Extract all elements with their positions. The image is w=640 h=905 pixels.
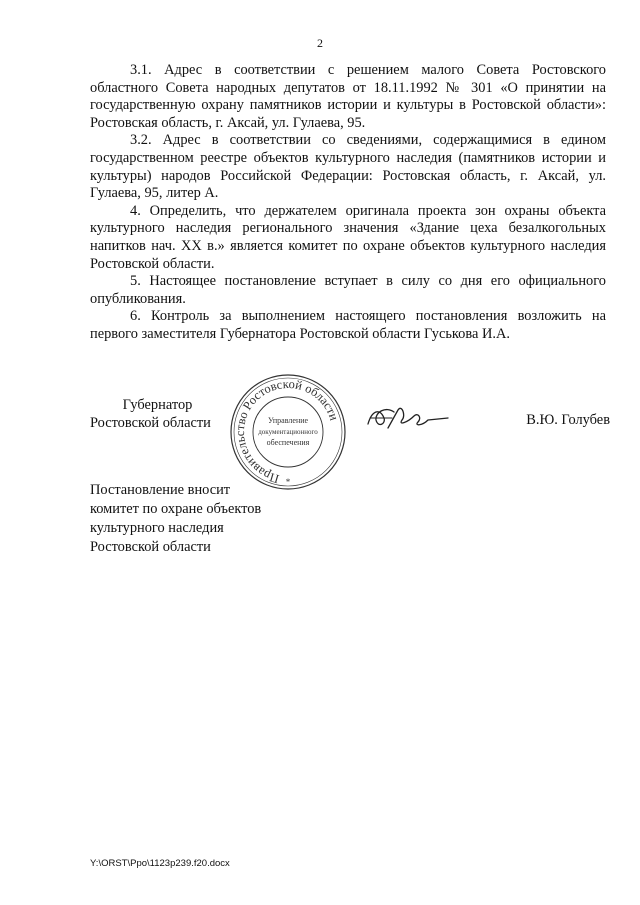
seal-inner-line2: документационного [258, 428, 318, 436]
submitter-line4: Ростовской области [90, 539, 211, 555]
seal-outer-text: Правительство Ростовской области [232, 376, 342, 487]
paragraph-3-2: 3.2. Адрес в соответствии со сведениями, содержащимися в едином государственном реестре объектов культурного наследия (памятников истории и культуры) народов Российской Федерации: Ростовская область, г. Аксай, ул. Гулаева, 95, литер А. [90, 132, 606, 202]
page-number: 2 [317, 36, 323, 50]
submitter-line1: Постановление вносит [90, 482, 231, 498]
signer-name: В.Ю. Голубев [526, 412, 610, 428]
governor-title-line1: Губернатор [122, 397, 193, 413]
file-path-footer: Y:\ORST\Ppo\1123p239.f20.docx [90, 858, 230, 869]
paragraph-5: 5. Настоящее постановление вступает в силу со дня его официального опубликования. [90, 273, 606, 307]
governor-title [90, 396, 225, 432]
document-body [90, 62, 606, 344]
paragraph-6: 6. Контроль за выполнением настоящего постановления возложить на первого заместителя Губернатора Ростовской области Гуськова И.А. [90, 308, 606, 342]
paragraph-4: 4. Определить, что держателем оригинала проекта зон охраны объекта культурного наследия регионального значения «Здание цеха безалкогольных напитков нач. XX в.» является комитет по охране объектов культурного наследия Ростовской области. [90, 202, 606, 272]
paragraph-3-1: 3.1. Адрес в соответствии с решением малого Совета Ростовского областного Совета народных депутатов от 18.11.1992 № 301 «О принятии на государственную охрану памятников истории и культуры в Ростовской области»: Ростовская область, г. Аксай, ул. Гулаева, 95. [90, 62, 606, 131]
submitter-line2: комитет по охране объектов [90, 501, 262, 517]
signature-block [90, 376, 610, 487]
governor-title-line2: Ростовской области [90, 415, 211, 431]
seal-inner-line1: Управление [267, 416, 309, 425]
official-seal [228, 372, 348, 492]
seal-star: * [285, 477, 291, 487]
seal-inner-line3: обеспечения [266, 438, 310, 447]
submitter-line3: культурного наследия [90, 520, 224, 536]
submitted-by-block [90, 481, 350, 557]
handwritten-signature [362, 398, 452, 438]
